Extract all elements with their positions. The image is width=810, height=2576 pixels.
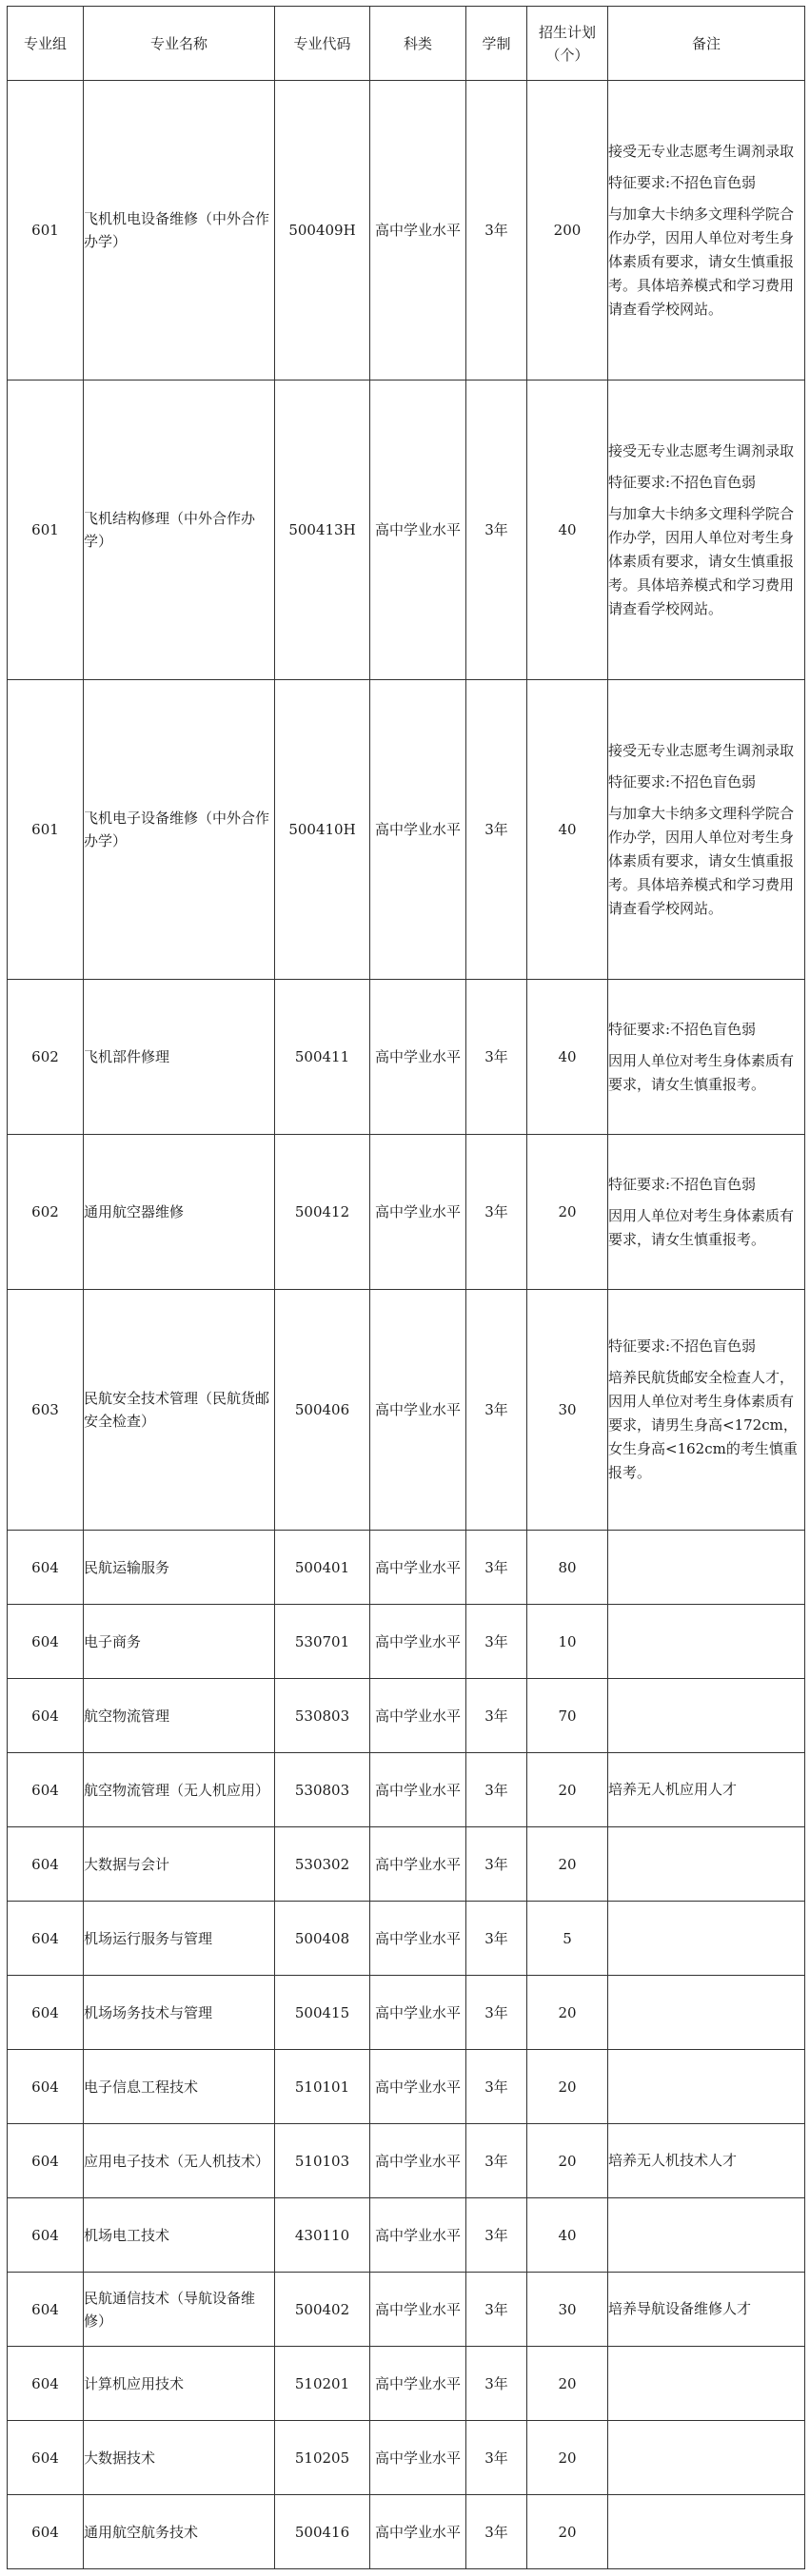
cell-major-code: 430110 [275,2198,370,2273]
cell-plan: 5 [527,1902,608,1976]
cell-notes [608,1679,805,1753]
cell-major-name: 计算机应用技术 [84,2347,275,2421]
cell-notes [608,2124,805,2198]
cell-duration: 3年 [466,81,527,381]
table-row [8,1753,805,1827]
cell-category: 高中学业水平 [370,381,466,680]
header-major-code: 专业代码 [275,7,370,81]
cell-major-code: 500411 [275,980,370,1135]
cell-plan: 80 [527,1531,608,1605]
cell-group: 604 [8,2495,84,2569]
cell-duration: 3年 [466,1902,527,1976]
cell-major-name: 通用航空器维修 [84,1135,275,1290]
note-line: 培养民航货邮安全检查人才，因用人单位对考生身体素质有要求，请男生身高<172cm，女生身高<162cm的考生慎重报考。 [608,1369,798,1481]
cell-group: 601 [8,381,84,680]
note-line: 培养导航设备维修人才 [608,2300,752,2317]
table-row [8,1605,805,1679]
header-row [8,7,805,81]
cell-group: 604 [8,2273,84,2347]
cell-major-name: 机场运行服务与管理 [84,1902,275,1976]
cell-plan: 40 [527,2198,608,2273]
cell-duration: 3年 [466,381,527,680]
admission-plan-table [7,6,805,2569]
cell-major-name: 电子信息工程技术 [84,2050,275,2124]
table-row [8,1679,805,1753]
cell-plan: 20 [527,2050,608,2124]
cell-plan: 30 [527,1290,608,1531]
cell-plan: 70 [527,1679,608,1753]
cell-category: 高中学业水平 [370,1679,466,1753]
cell-plan: 20 [527,2124,608,2198]
cell-major-code: 500401 [275,1531,370,1605]
cell-duration: 3年 [466,1976,527,2050]
table-row [8,1135,805,1290]
cell-major-code: 500409H [275,81,370,381]
cell-category: 高中学业水平 [370,1976,466,2050]
cell-major-code: 500416 [275,2495,370,2569]
table-row [8,1827,805,1902]
cell-major-code: 530701 [275,1605,370,1679]
cell-notes [608,2198,805,2273]
cell-notes [608,2421,805,2495]
note-line: 接受无专业志愿考生调剂录取 [608,741,795,759]
cell-group: 604 [8,1679,84,1753]
note-line: 因用人单位对考生身体素质有要求，请女生慎重报考。 [608,1051,795,1093]
cell-duration: 3年 [466,1531,527,1605]
cell-major-code: 510101 [275,2050,370,2124]
cell-plan: 20 [527,2347,608,2421]
cell-notes [608,1135,805,1290]
cell-major-code: 500408 [275,1902,370,1976]
cell-major-name: 应用电子技术（无人机技术） [84,2124,275,2198]
cell-duration: 3年 [466,2347,527,2421]
cell-group: 604 [8,1753,84,1827]
cell-plan: 200 [527,81,608,381]
cell-plan: 20 [527,2421,608,2495]
table-row [8,81,805,381]
cell-notes [608,2495,805,2569]
cell-category: 高中学业水平 [370,1135,466,1290]
cell-notes [608,2347,805,2421]
cell-major-name: 民航安全技术管理（民航货邮安全检查） [84,1290,275,1531]
note-line: 与加拿大卡纳多文理科学院合作办学，因用人单位对考生身体素质有要求，请女生慎重报考。具体培养模式和学习费用请查看学校网站。 [608,804,795,917]
header-notes: 备注 [608,7,805,81]
cell-group: 604 [8,2050,84,2124]
cell-plan: 40 [527,680,608,980]
cell-major-name: 民航运输服务 [84,1531,275,1605]
cell-duration: 3年 [466,2273,527,2347]
table-body [8,81,805,2569]
cell-group: 604 [8,1902,84,1976]
cell-major-name: 通用航空航务技术 [84,2495,275,2569]
cell-duration: 3年 [466,2421,527,2495]
header-category: 科类 [370,7,466,81]
table-row [8,2124,805,2198]
cell-notes [608,1290,805,1531]
note-line: 接受无专业志愿考生调剂录取 [608,441,795,459]
note-line: 特征要求:不招色盲色弱 [608,1175,757,1193]
note-line: 因用人单位对考生身体素质有要求，请女生慎重报考。 [608,1206,795,1248]
cell-major-name: 机场场务技术与管理 [84,1976,275,2050]
cell-category: 高中学业水平 [370,2198,466,2273]
cell-major-code: 500402 [275,2273,370,2347]
table-row [8,2347,805,2421]
cell-plan: 20 [527,1753,608,1827]
cell-notes [608,1531,805,1605]
cell-group: 603 [8,1290,84,1531]
cell-category: 高中学业水平 [370,2421,466,2495]
table-row [8,1290,805,1531]
table-row [8,1902,805,1976]
table-row [8,2198,805,2273]
cell-plan: 40 [527,980,608,1135]
cell-plan: 20 [527,2495,608,2569]
cell-plan: 20 [527,1135,608,1290]
table-row [8,2273,805,2347]
cell-notes [608,2273,805,2347]
cell-major-code: 510205 [275,2421,370,2495]
cell-major-name: 飞机部件修理 [84,980,275,1135]
header-plan: 招生计划（个） [527,7,608,81]
cell-major-name: 电子商务 [84,1605,275,1679]
table-row [8,2050,805,2124]
cell-category: 高中学业水平 [370,1605,466,1679]
cell-duration: 3年 [466,2050,527,2124]
cell-category: 高中学业水平 [370,1827,466,1902]
cell-duration: 3年 [466,1290,527,1531]
cell-major-name: 大数据与会计 [84,1827,275,1902]
cell-major-code: 500415 [275,1976,370,2050]
note-line: 特征要求:不招色盲色弱 [608,1020,757,1038]
cell-group: 604 [8,2124,84,2198]
cell-major-name: 大数据技术 [84,2421,275,2495]
cell-category: 高中学业水平 [370,980,466,1135]
cell-group: 604 [8,1827,84,1902]
cell-group: 604 [8,1605,84,1679]
cell-group: 604 [8,2421,84,2495]
cell-plan: 10 [527,1605,608,1679]
cell-group: 602 [8,980,84,1135]
cell-category: 高中学业水平 [370,1902,466,1976]
cell-category: 高中学业水平 [370,1531,466,1605]
table-row [8,381,805,680]
cell-duration: 3年 [466,1679,527,1753]
header-group: 专业组 [8,7,84,81]
cell-category: 高中学业水平 [370,680,466,980]
cell-major-name: 航空物流管理（无人机应用） [84,1753,275,1827]
cell-plan: 30 [527,2273,608,2347]
cell-group: 604 [8,1976,84,2050]
cell-notes [608,1605,805,1679]
cell-major-name: 民航通信技术（导航设备维修） [84,2273,275,2347]
cell-duration: 3年 [466,2198,527,2273]
cell-major-code: 500410H [275,680,370,980]
cell-major-name: 航空物流管理 [84,1679,275,1753]
cell-duration: 3年 [466,1135,527,1290]
cell-duration: 3年 [466,680,527,980]
cell-duration: 3年 [466,980,527,1135]
table-row [8,1531,805,1605]
cell-major-code: 500413H [275,381,370,680]
note-line: 特征要求:不招色盲色弱 [608,1337,757,1355]
table-row [8,2421,805,2495]
cell-plan: 20 [527,1976,608,2050]
note-line: 与加拿大卡纳多文理科学院合作办学，因用人单位对考生身体素质有要求，请女生慎重报考。具体培养模式和学习费用请查看学校网站。 [608,504,795,617]
cell-category: 高中学业水平 [370,2495,466,2569]
cell-category: 高中学业水平 [370,2347,466,2421]
cell-group: 601 [8,81,84,381]
note-line: 培养无人机技术人才 [608,2152,738,2169]
cell-notes [608,1976,805,2050]
cell-category: 高中学业水平 [370,81,466,381]
cell-major-code: 510201 [275,2347,370,2421]
cell-category: 高中学业水平 [370,2124,466,2198]
cell-duration: 3年 [466,2495,527,2569]
cell-major-code: 530803 [275,1753,370,1827]
cell-duration: 3年 [466,1753,527,1827]
cell-major-code: 500406 [275,1290,370,1531]
cell-major-code: 530803 [275,1679,370,1753]
table-row [8,1976,805,2050]
cell-plan: 20 [527,1827,608,1902]
cell-major-name: 飞机结构修理（中外合作办学） [84,381,275,680]
table-row [8,2495,805,2569]
cell-duration: 3年 [466,1605,527,1679]
cell-notes [608,1827,805,1902]
cell-notes [608,1902,805,1976]
table-row [8,680,805,980]
cell-duration: 3年 [466,1827,527,1902]
cell-major-code: 530302 [275,1827,370,1902]
cell-category: 高中学业水平 [370,2050,466,2124]
cell-category: 高中学业水平 [370,2273,466,2347]
cell-major-name: 飞机电子设备维修（中外合作办学） [84,680,275,980]
note-line: 培养无人机应用人才 [608,1781,738,1798]
note-line: 特征要求:不招色盲色弱 [608,473,757,491]
cell-notes [608,680,805,980]
cell-notes [608,2050,805,2124]
note-line: 接受无专业志愿考生调剂录取 [608,142,795,160]
cell-notes [608,381,805,680]
cell-major-name: 飞机机电设备维修（中外合作办学） [84,81,275,381]
note-line: 特征要求:不招色盲色弱 [608,772,757,790]
cell-major-name: 机场电工技术 [84,2198,275,2273]
cell-notes [608,81,805,381]
note-line: 与加拿大卡纳多文理科学院合作办学，因用人单位对考生身体素质有要求，请女生慎重报考。具体培养模式和学习费用请查看学校网站。 [608,205,795,318]
header-duration: 学制 [466,7,527,81]
header-major-name: 专业名称 [84,7,275,81]
cell-duration: 3年 [466,2124,527,2198]
cell-category: 高中学业水平 [370,1290,466,1531]
cell-plan: 40 [527,381,608,680]
cell-category: 高中学业水平 [370,1753,466,1827]
cell-group: 602 [8,1135,84,1290]
cell-notes [608,980,805,1135]
cell-major-code: 500412 [275,1135,370,1290]
cell-group: 604 [8,2347,84,2421]
cell-group: 604 [8,1531,84,1605]
cell-notes [608,1753,805,1827]
cell-group: 601 [8,680,84,980]
note-line: 特征要求:不招色盲色弱 [608,173,757,191]
cell-major-code: 510103 [275,2124,370,2198]
table-row [8,980,805,1135]
cell-group: 604 [8,2198,84,2273]
